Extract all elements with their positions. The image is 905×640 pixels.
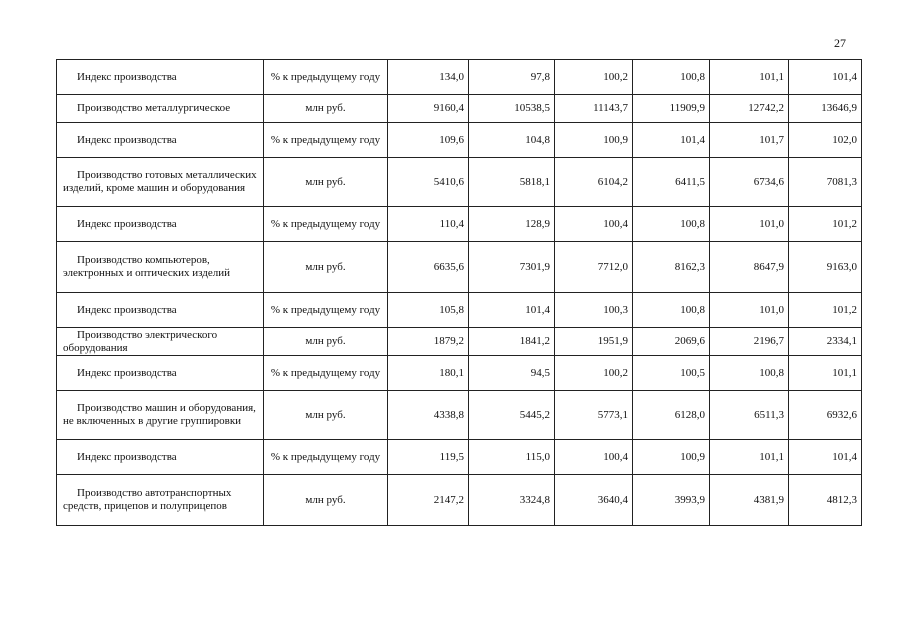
value-cell: 101,0 bbox=[710, 293, 789, 328]
value-cell: 8162,3 bbox=[633, 242, 710, 293]
value-cell: 2069,6 bbox=[633, 328, 710, 356]
table-row bbox=[57, 207, 862, 242]
value-cell: 100,8 bbox=[633, 60, 710, 95]
unit-cell: млн руб. bbox=[264, 158, 388, 207]
indicator-cell: Индекс производства bbox=[57, 60, 264, 95]
indicator-cell: Производство машин и оборудования, не включенных в другие группировки bbox=[57, 391, 264, 440]
value-cell: 12742,2 bbox=[710, 95, 789, 123]
value-cell: 1951,9 bbox=[555, 328, 633, 356]
indicator-cell: Производство электрического оборудования bbox=[57, 328, 264, 356]
value-cell: 3640,4 bbox=[555, 475, 633, 526]
indicator-cell: Производство металлургическое bbox=[57, 95, 264, 123]
value-cell: 7081,3 bbox=[789, 158, 862, 207]
value-cell: 100,8 bbox=[710, 356, 789, 391]
indicator-cell: Индекс производства bbox=[57, 356, 264, 391]
value-cell: 180,1 bbox=[388, 356, 469, 391]
value-cell: 1841,2 bbox=[469, 328, 555, 356]
value-cell: 4812,3 bbox=[789, 475, 862, 526]
value-cell: 100,5 bbox=[633, 356, 710, 391]
table-row bbox=[57, 440, 862, 475]
unit-cell: % к предыдущему году bbox=[264, 207, 388, 242]
value-cell: 10538,5 bbox=[469, 95, 555, 123]
value-cell: 105,8 bbox=[388, 293, 469, 328]
indicator-cell: Индекс производства bbox=[57, 123, 264, 158]
value-cell: 97,8 bbox=[469, 60, 555, 95]
value-cell: 11143,7 bbox=[555, 95, 633, 123]
unit-cell: млн руб. bbox=[264, 391, 388, 440]
indicator-cell: Производство компьютеров, электронных и оптических изделий bbox=[57, 242, 264, 293]
value-cell: 1879,2 bbox=[388, 328, 469, 356]
table-row bbox=[57, 356, 862, 391]
value-cell: 5773,1 bbox=[555, 391, 633, 440]
table-row bbox=[57, 95, 862, 123]
value-cell: 101,2 bbox=[789, 207, 862, 242]
value-cell: 134,0 bbox=[388, 60, 469, 95]
value-cell: 101,7 bbox=[710, 123, 789, 158]
value-cell: 4338,8 bbox=[388, 391, 469, 440]
unit-cell: % к предыдущему году bbox=[264, 356, 388, 391]
value-cell: 6511,3 bbox=[710, 391, 789, 440]
value-cell: 6734,6 bbox=[710, 158, 789, 207]
unit-cell: млн руб. bbox=[264, 475, 388, 526]
unit-cell: % к предыдущему году bbox=[264, 293, 388, 328]
value-cell: 100,9 bbox=[633, 440, 710, 475]
unit-cell: млн руб. bbox=[264, 242, 388, 293]
value-cell: 13646,9 bbox=[789, 95, 862, 123]
indicator-cell: Индекс производства bbox=[57, 440, 264, 475]
production-table bbox=[56, 59, 862, 526]
value-cell: 109,6 bbox=[388, 123, 469, 158]
value-cell: 101,4 bbox=[789, 60, 862, 95]
value-cell: 101,1 bbox=[710, 440, 789, 475]
value-cell: 119,5 bbox=[388, 440, 469, 475]
value-cell: 101,4 bbox=[633, 123, 710, 158]
value-cell: 128,9 bbox=[469, 207, 555, 242]
unit-cell: млн руб. bbox=[264, 95, 388, 123]
value-cell: 2196,7 bbox=[710, 328, 789, 356]
value-cell: 100,3 bbox=[555, 293, 633, 328]
value-cell: 2334,1 bbox=[789, 328, 862, 356]
table-row bbox=[57, 158, 862, 207]
value-cell: 9160,4 bbox=[388, 95, 469, 123]
value-cell: 100,2 bbox=[555, 60, 633, 95]
value-cell: 11909,9 bbox=[633, 95, 710, 123]
value-cell: 3324,8 bbox=[469, 475, 555, 526]
value-cell: 101,1 bbox=[789, 356, 862, 391]
table-row bbox=[57, 391, 862, 440]
table-row bbox=[57, 123, 862, 158]
value-cell: 6128,0 bbox=[633, 391, 710, 440]
value-cell: 7301,9 bbox=[469, 242, 555, 293]
value-cell: 4381,9 bbox=[710, 475, 789, 526]
value-cell: 110,4 bbox=[388, 207, 469, 242]
indicator-cell: Индекс производства bbox=[57, 293, 264, 328]
value-cell: 5818,1 bbox=[469, 158, 555, 207]
value-cell: 101,0 bbox=[710, 207, 789, 242]
table-row bbox=[57, 60, 862, 95]
value-cell: 6104,2 bbox=[555, 158, 633, 207]
value-cell: 94,5 bbox=[469, 356, 555, 391]
table-row bbox=[57, 242, 862, 293]
value-cell: 6635,6 bbox=[388, 242, 469, 293]
table-row bbox=[57, 293, 862, 328]
value-cell: 100,4 bbox=[555, 440, 633, 475]
value-cell: 3993,9 bbox=[633, 475, 710, 526]
value-cell: 6411,5 bbox=[633, 158, 710, 207]
value-cell: 9163,0 bbox=[789, 242, 862, 293]
value-cell: 5410,6 bbox=[388, 158, 469, 207]
value-cell: 104,8 bbox=[469, 123, 555, 158]
unit-cell: % к предыдущему году bbox=[264, 440, 388, 475]
unit-cell: % к предыдущему году bbox=[264, 123, 388, 158]
unit-cell: млн руб. bbox=[264, 328, 388, 356]
value-cell: 102,0 bbox=[789, 123, 862, 158]
value-cell: 6932,6 bbox=[789, 391, 862, 440]
value-cell: 100,4 bbox=[555, 207, 633, 242]
value-cell: 101,2 bbox=[789, 293, 862, 328]
table-row bbox=[57, 328, 862, 356]
page-number: 27 bbox=[834, 36, 846, 50]
value-cell: 100,8 bbox=[633, 207, 710, 242]
value-cell: 100,2 bbox=[555, 356, 633, 391]
value-cell: 5445,2 bbox=[469, 391, 555, 440]
value-cell: 101,4 bbox=[469, 293, 555, 328]
value-cell: 2147,2 bbox=[388, 475, 469, 526]
value-cell: 101,4 bbox=[789, 440, 862, 475]
indicator-cell: Производство готовых металлических изделий, кроме машин и оборудования bbox=[57, 158, 264, 207]
value-cell: 7712,0 bbox=[555, 242, 633, 293]
value-cell: 115,0 bbox=[469, 440, 555, 475]
table-row bbox=[57, 475, 862, 526]
value-cell: 101,1 bbox=[710, 60, 789, 95]
indicator-cell: Производство автотранспортных средств, прицепов и полуприцепов bbox=[57, 475, 264, 526]
value-cell: 100,9 bbox=[555, 123, 633, 158]
value-cell: 100,8 bbox=[633, 293, 710, 328]
value-cell: 8647,9 bbox=[710, 242, 789, 293]
indicator-cell: Индекс производства bbox=[57, 207, 264, 242]
unit-cell: % к предыдущему году bbox=[264, 60, 388, 95]
